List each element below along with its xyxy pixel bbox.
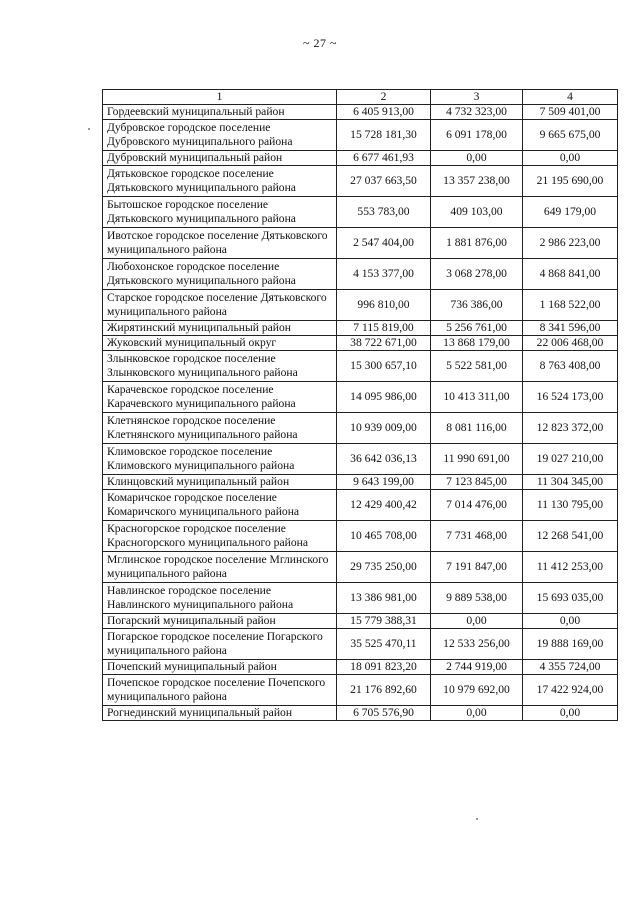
municipality-name-cell: Дятьковское городское поселение Дятьковского муниципального района — [103, 166, 337, 197]
table-row — [103, 382, 618, 413]
column-header-4: 4 — [523, 90, 618, 105]
amount-col4-cell: 19 888 169,00 — [523, 629, 618, 660]
municipality-name-cell: Ивотское городское поселение Дятьковского муниципального района — [103, 228, 337, 259]
table-row — [103, 197, 618, 228]
amount-col3-cell: 4 732 323,00 — [431, 105, 523, 120]
table-row — [103, 490, 618, 521]
municipality-name-cell: Злынковское городское поселение Злынковского муниципального района — [103, 351, 337, 382]
amount-col4-cell: 11 304 345,00 — [523, 475, 618, 490]
amount-col3-cell: 1 881 876,00 — [431, 228, 523, 259]
municipality-name-cell: Почепский муниципальный район — [103, 660, 337, 675]
amount-col4-cell: 1 168 522,00 — [523, 290, 618, 321]
table-row — [103, 228, 618, 259]
municipality-name-cell: Старское городское поселение Дятьковского муниципального района — [103, 290, 337, 321]
amount-col3-cell: 6 091 178,00 — [431, 120, 523, 151]
column-header-1: 1 — [103, 90, 337, 105]
municipality-name-cell: Любохонское городское поселение Дятьковского муниципального района — [103, 259, 337, 290]
header-row — [103, 90, 618, 105]
table-body — [103, 105, 618, 721]
amount-col2-cell: 14 095 986,00 — [337, 382, 431, 413]
amount-col3-cell: 10 413 311,00 — [431, 382, 523, 413]
table-row — [103, 444, 618, 475]
table-row — [103, 614, 618, 629]
amount-col3-cell: 13 868 179,00 — [431, 336, 523, 351]
amount-col4-cell: 2 986 223,00 — [523, 228, 618, 259]
municipality-name-cell: Клетнянское городское поселение Клетнянского муниципального района — [103, 413, 337, 444]
amount-col3-cell: 9 889 538,00 — [431, 583, 523, 614]
amount-col2-cell: 6 677 461,93 — [337, 151, 431, 166]
table-row — [103, 675, 618, 706]
amount-col2-cell: 553 783,00 — [337, 197, 431, 228]
amount-col2-cell: 27 037 663,50 — [337, 166, 431, 197]
municipality-name-cell: Навлинское городское поселение Навлинского муниципального района — [103, 583, 337, 614]
amount-col3-cell: 8 081 116,00 — [431, 413, 523, 444]
amount-col2-cell: 996 810,00 — [337, 290, 431, 321]
amount-col3-cell: 0,00 — [431, 151, 523, 166]
amount-col3-cell: 7 014 476,00 — [431, 490, 523, 521]
amount-col2-cell: 15 728 181,30 — [337, 120, 431, 151]
page-number: ~ 27 ~ — [303, 36, 337, 50]
municipality-name-cell: Погарский муниципальный район — [103, 614, 337, 629]
amount-col3-cell: 13 357 238,00 — [431, 166, 523, 197]
amount-col2-cell: 9 643 199,00 — [337, 475, 431, 490]
table-row — [103, 120, 618, 151]
amount-col4-cell: 21 195 690,00 — [523, 166, 618, 197]
table-row — [103, 413, 618, 444]
amount-col3-cell: 3 068 278,00 — [431, 259, 523, 290]
municipality-name-cell: Дубровский муниципальный район — [103, 151, 337, 166]
amount-col4-cell: 0,00 — [523, 706, 618, 721]
table-row — [103, 552, 618, 583]
amount-col3-cell: 5 256 761,00 — [431, 321, 523, 336]
amount-col4-cell: 4 355 724,00 — [523, 660, 618, 675]
municipality-name-cell: Жуковский муниципальный округ — [103, 336, 337, 351]
budget-table — [102, 89, 618, 721]
municipality-name-cell: Бытошское городское поселение Дятьковского муниципального района — [103, 197, 337, 228]
municipality-name-cell: Клинцовский муниципальный район — [103, 475, 337, 490]
amount-col2-cell: 35 525 470,11 — [337, 629, 431, 660]
municipality-name-cell: Гордеевский муниципальный район — [103, 105, 337, 120]
amount-col4-cell: 8 341 596,00 — [523, 321, 618, 336]
table-header — [103, 90, 618, 105]
amount-col2-cell: 13 386 981,00 — [337, 583, 431, 614]
table-row — [103, 151, 618, 166]
amount-col2-cell: 29 735 250,00 — [337, 552, 431, 583]
amount-col4-cell: 7 509 401,00 — [523, 105, 618, 120]
municipality-name-cell: Красногорское городское поселение Красногорского муниципального района — [103, 521, 337, 552]
amount-col4-cell: 12 823 372,00 — [523, 413, 618, 444]
table-row — [103, 583, 618, 614]
column-header-2: 2 — [337, 90, 431, 105]
amount-col2-cell: 10 465 708,00 — [337, 521, 431, 552]
amount-col4-cell: 19 027 210,00 — [523, 444, 618, 475]
amount-col3-cell: 0,00 — [431, 614, 523, 629]
amount-col4-cell: 8 763 408,00 — [523, 351, 618, 382]
amount-col2-cell: 38 722 671,00 — [337, 336, 431, 351]
amount-col2-cell: 12 429 400,42 — [337, 490, 431, 521]
amount-col4-cell: 649 179,00 — [523, 197, 618, 228]
amount-col4-cell: 4 868 841,00 — [523, 259, 618, 290]
amount-col2-cell: 18 091 823,20 — [337, 660, 431, 675]
amount-col2-cell: 21 176 892,60 — [337, 675, 431, 706]
amount-col2-cell: 10 939 009,00 — [337, 413, 431, 444]
municipality-name-cell: Погарское городское поселение Погарского муниципального района — [103, 629, 337, 660]
amount-col2-cell: 6 705 576,90 — [337, 706, 431, 721]
scan-speck — [476, 818, 478, 820]
municipality-name-cell: Рогнединский муниципальный район — [103, 706, 337, 721]
table-row — [103, 475, 618, 490]
table-row — [103, 629, 618, 660]
scan-speck — [88, 128, 90, 130]
municipality-name-cell: Климовское городское поселение Климовского муниципального района — [103, 444, 337, 475]
table-row — [103, 336, 618, 351]
amount-col2-cell: 6 405 913,00 — [337, 105, 431, 120]
amount-col3-cell: 5 522 581,00 — [431, 351, 523, 382]
municipality-name-cell: Комаричское городское поселение Комаричского муниципального района — [103, 490, 337, 521]
municipality-name-cell: Жирятинский муниципальный район — [103, 321, 337, 336]
amount-col3-cell: 2 744 919,00 — [431, 660, 523, 675]
municipality-name-cell: Дубровское городское поселение Дубровского муниципального района — [103, 120, 337, 151]
municipality-name-cell: Мглинское городское поселение Мглинского муниципального района — [103, 552, 337, 583]
table-row — [103, 290, 618, 321]
amount-col3-cell: 409 103,00 — [431, 197, 523, 228]
table-row — [103, 166, 618, 197]
amount-col3-cell: 736 386,00 — [431, 290, 523, 321]
column-header-3: 3 — [431, 90, 523, 105]
amount-col4-cell: 17 422 924,00 — [523, 675, 618, 706]
amount-col4-cell: 0,00 — [523, 151, 618, 166]
amount-col2-cell: 15 779 388,31 — [337, 614, 431, 629]
amount-col3-cell: 7 123 845,00 — [431, 475, 523, 490]
amount-col4-cell: 11 412 253,00 — [523, 552, 618, 583]
amount-col4-cell: 11 130 795,00 — [523, 490, 618, 521]
amount-col2-cell: 36 642 036,13 — [337, 444, 431, 475]
table-row — [103, 105, 618, 120]
amount-col3-cell: 11 990 691,00 — [431, 444, 523, 475]
table-row — [103, 706, 618, 721]
amount-col4-cell: 22 006 468,00 — [523, 336, 618, 351]
amount-col3-cell: 7 191 847,00 — [431, 552, 523, 583]
municipality-name-cell: Почепское городское поселение Почепского муниципального района — [103, 675, 337, 706]
amount-col3-cell: 12 533 256,00 — [431, 629, 523, 660]
table-row — [103, 521, 618, 552]
amount-col4-cell: 16 524 173,00 — [523, 382, 618, 413]
amount-col4-cell: 0,00 — [523, 614, 618, 629]
municipality-name-cell: Карачевское городское поселение Карачевского муниципального района — [103, 382, 337, 413]
table-row — [103, 321, 618, 336]
amount-col3-cell: 0,00 — [431, 706, 523, 721]
amount-col2-cell: 15 300 657,10 — [337, 351, 431, 382]
amount-col4-cell: 9 665 675,00 — [523, 120, 618, 151]
amount-col3-cell: 10 979 692,00 — [431, 675, 523, 706]
amount-col4-cell: 12 268 541,00 — [523, 521, 618, 552]
table-row — [103, 660, 618, 675]
table-row — [103, 351, 618, 382]
amount-col2-cell: 2 547 404,00 — [337, 228, 431, 259]
amount-col2-cell: 7 115 819,00 — [337, 321, 431, 336]
amount-col2-cell: 4 153 377,00 — [337, 259, 431, 290]
amount-col4-cell: 15 693 035,00 — [523, 583, 618, 614]
amount-col3-cell: 7 731 468,00 — [431, 521, 523, 552]
table-row — [103, 259, 618, 290]
